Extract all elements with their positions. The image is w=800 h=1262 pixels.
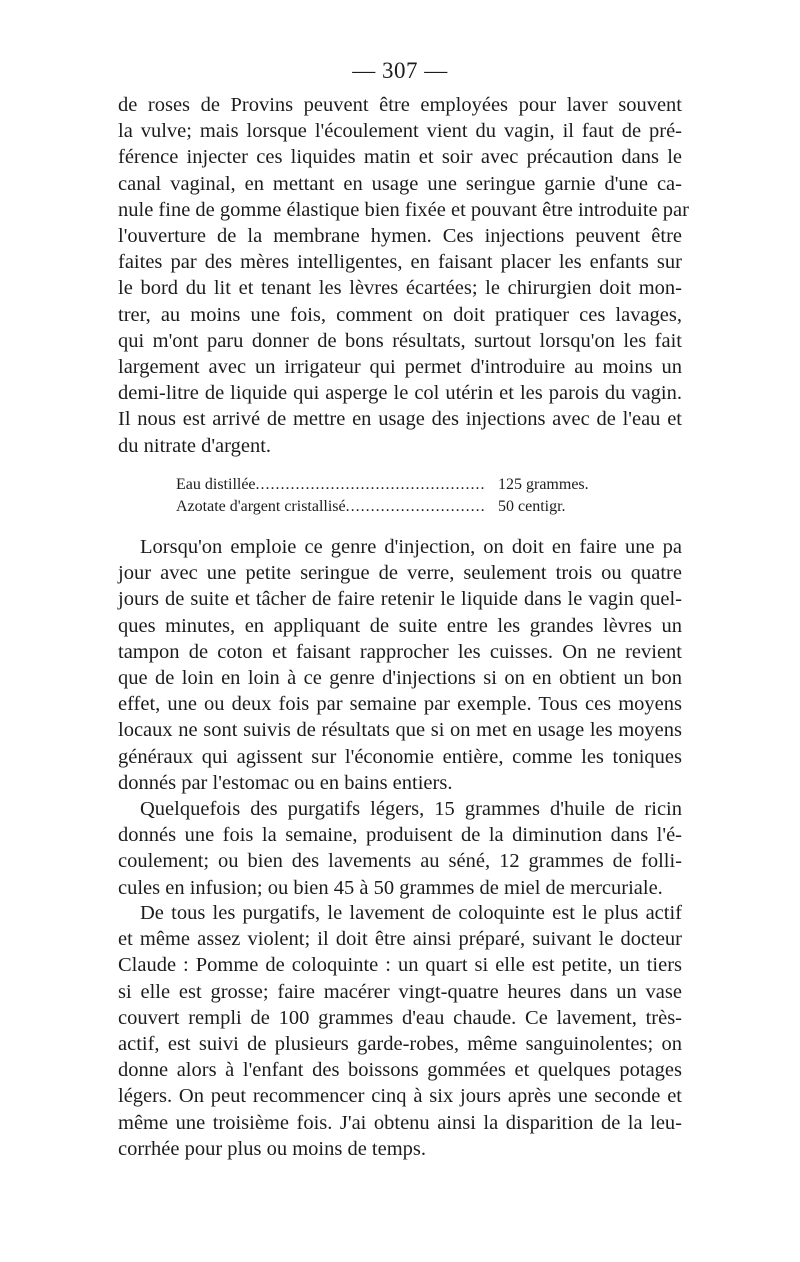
text-line: la vulve; mais lorsque l'écoulement vient du vagin, il faut de pré-: [118, 120, 682, 143]
text-line: férence injecter ces liquides matin et soir avec précaution dans le: [118, 146, 682, 169]
text-line: tampon de coton et faisant rapprocher les cuisses. On ne revient: [118, 640, 682, 663]
dot-leader: [346, 496, 486, 518]
paragraph-1: [118, 92, 689, 459]
text-line: actif, est suivi de plusieurs garde-robes, même sanguinolentes; on: [118, 1033, 682, 1056]
text-line: légers. On peut recommencer cinq à six jours après une seconde et: [118, 1085, 682, 1108]
text-line: Lorsqu'on emploie ce genre d'injection, on doit en faire une pa: [140, 536, 682, 558]
text-line: locaux ne sont suivis de résultats que si on met en usage les moyens: [118, 719, 682, 742]
ingredient-quantity: 50 centigr.: [498, 498, 566, 515]
prescription-item: [176, 474, 636, 496]
text-line: que de loin en loin à ce genre d'injections si on en obtient un bon: [118, 667, 682, 690]
text-line: faites par des mères intelligentes, en faisant placer les enfants sur: [118, 251, 682, 274]
text-line: donnés par l'estomac ou en bains entiers.: [118, 771, 453, 794]
text-line: si elle est grosse; faire macérer vingt-quatre heures dans un vase: [118, 980, 682, 1003]
text-line: jour avec une petite seringue de verre, seulement trois ou quatre: [118, 562, 682, 585]
prescription-item: [176, 496, 636, 518]
page-number: — 307 —: [352, 58, 448, 83]
text-line: ques minutes, en appliquant de suite entre les grandes lèvres un: [118, 614, 682, 637]
paragraph-2: [118, 534, 682, 796]
ingredient-quantity: 125 grammes.: [498, 476, 589, 493]
text-line: corrhée pour plus ou moins de temps.: [118, 1137, 427, 1160]
text-line: couvert rempli de 100 grammes d'eau chaude. Ce lavement, très-: [118, 1006, 682, 1029]
text-line: l'ouverture de la membrane hymen. Ces injections peuvent être: [118, 225, 682, 248]
text-line: coulement; ou bien des lavements au séné, 12 grammes de folli-: [118, 850, 682, 873]
text-line: Quelquefois des purgatifs légers, 15 grammes d'huile de ricin: [140, 798, 682, 820]
text-line: largement avec un irrigateur qui permet d'introduire au moins un: [118, 356, 682, 379]
text-line: nule fine de gomme élastique bien fixée et pouvant être introduite par: [118, 198, 689, 221]
text-line: donnés une fois la semaine, produisent de la diminution dans l'é-: [118, 824, 682, 847]
dot-leader: [256, 474, 486, 496]
text-line: jours de suite et tâcher de faire retenir le liquide dans le vagin quel-: [118, 588, 682, 611]
text-line: trer, au moins une fois, comment on doit pratiquer ces lavages,: [118, 303, 682, 326]
text-line: Il nous est arrivé de mettre en usage des injections avec de l'eau et: [118, 408, 682, 431]
ingredient-name: Eau distillée: [176, 476, 256, 493]
text-line: cules en infusion; ou bien 45 à 50 grammes de miel de mercuriale.: [118, 876, 663, 899]
text-line: et même assez violent; il doit être ainsi préparé, suivant le docteur: [118, 928, 682, 951]
text-line: De tous les purgatifs, le lavement de coloquinte est le plus actif: [140, 902, 682, 924]
text-line: effet, une ou deux fois par semaine par exemple. Tous ces moyens: [118, 693, 682, 716]
text-line: demi-litre de liquide qui asperge le col utérin et les parois du vagin.: [118, 382, 682, 405]
paragraph-3: [118, 796, 682, 901]
text-line: du nitrate d'argent.: [118, 434, 272, 457]
prescription-list: [176, 474, 636, 518]
text-line: généraux qui agissent sur l'économie entière, comme les toniques: [118, 745, 682, 768]
text-line: même une troisième fois. J'ai obtenu ainsi la disparition de la leu-: [118, 1111, 682, 1134]
text-line: canal vaginal, en mettant en usage une seringue garnie d'une ca-: [118, 172, 682, 195]
ingredient-name: Azotate d'argent cristallisé: [176, 498, 346, 515]
text-line: qui m'ont paru donner de bons résultats, surtout lorsqu'on les fait: [118, 329, 682, 352]
text-line: Claude : Pomme de coloquinte : un quart si elle est petite, un tiers: [118, 954, 682, 977]
paragraph-4: [118, 900, 682, 1162]
text-line: le bord du lit et tenant les lèvres écartées; le chirurgien doit mon-: [118, 277, 682, 300]
text-line: de roses de Provins peuvent être employées pour laver souvent: [118, 94, 682, 116]
text-line: donne alors à l'enfant des boissons gommées et quelques potages: [118, 1059, 682, 1082]
